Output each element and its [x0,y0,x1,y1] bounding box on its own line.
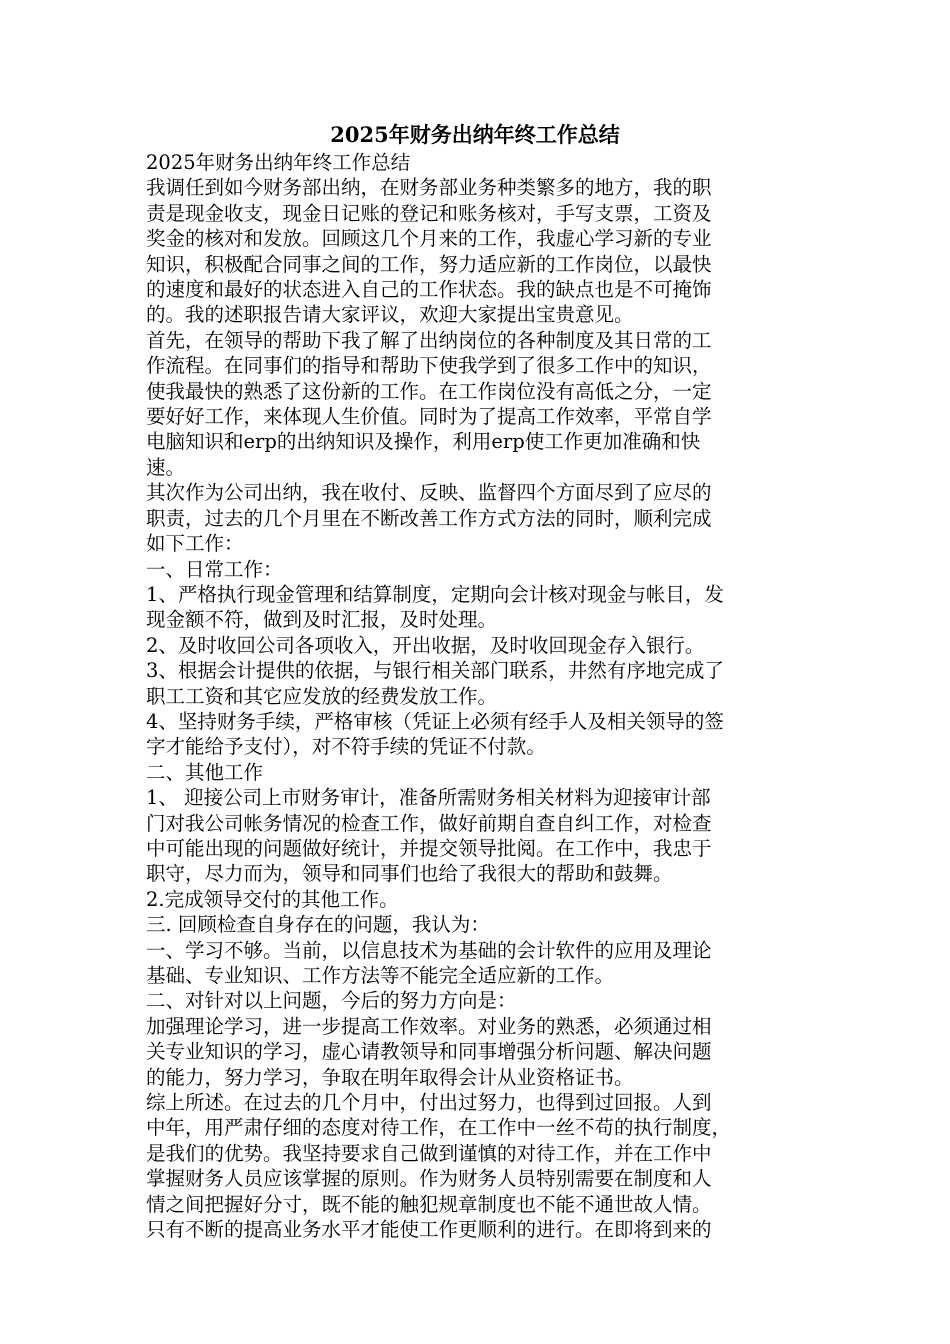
text-line: 中年，用严肃仔细的态度对待工作，在工作中一丝不苟的执行制度， [146,1116,732,1140]
text-line: 其次作为公司出纳，我在收付、反映、监督四个方面尽到了应尽的 [146,481,712,505]
text-line: 掌握财务人员应该掌握的原则。作为财务人员特别需要在制度和人 [146,1167,712,1191]
document-title: 2025年财务出纳年终工作总结 [330,122,620,147]
text-line: 奖金的核对和发放。回顾这几个月来的工作，我虚心学习新的专业 [146,227,712,251]
text-line: 如下工作： [146,532,244,556]
text-line: 二、对针对以上问题，今后的努力方向是： [146,989,517,1013]
text-line: 是我们的优势。我坚持要求自己做到谨慎的对待工作，并在工作中 [146,1141,712,1165]
text-line: 的速度和最好的状态进入自己的工作状态。我的缺点也是不可掩饰 [146,278,712,302]
text-line: 2.完成领导交付的其他工作。 [146,887,399,911]
text-line: 门对我公司帐务情况的检查工作，做好前期自查自纠工作，对检查 [146,811,712,835]
text-line: 速。 [146,455,186,479]
text-line: 责是现金收支，现金日记账的登记和账务核对，手写支票，工资及 [146,201,712,225]
text-line: 要好好工作，来体现人生价值。同时为了提高工作效率，平常自学 [146,405,712,429]
text-line: 职守，尽力而为，领导和同事们也给了我很大的帮助和鼓舞。 [146,862,673,886]
text-line: 只有不断的提高业务水平才能使工作更顺利的进行。在即将到来的 [146,1218,712,1242]
document-body [146,150,808,1242]
text-line: 中可能出现的问题做好统计，并提交领导批阅。在工作中，我忠于 [146,836,712,860]
text-line: 字才能给予支付），对不符手续的凭证不付款。 [146,735,546,759]
text-line: 现金额不符，做到及时汇报，及时处理。 [146,608,498,632]
text-line: 三. 回顾检查自身存在的问题，我认为： [146,913,490,937]
text-line: 使我最快的熟悉了这份新的工作。在工作岗位没有高低之分，一定 [146,379,712,403]
text-line: 职工工资和其它应发放的经费发放工作。 [146,684,498,708]
text-line: 4、坚持财务手续，严格审核（凭证上必须有经手人及相关领导的签 [146,709,724,733]
text-line: 职责，过去的几个月里在不断改善工作方式方法的同时，顺利完成 [146,506,712,530]
text-line: 情之间把握好分寸，既不能的触犯规章制度也不能不通世故人情。 [146,1192,712,1216]
text-line: 1、 迎接公司上市财务审计，准备所需财务相关材料为迎接审计部 [146,786,711,810]
text-line: 首先，在领导的帮助下我了解了出纳岗位的各种制度及其日常的工 [146,328,712,352]
text-line: 知识，积极配合同事之间的工作，努力适应新的工作岗位，以最快 [146,252,712,276]
text-line: 基础、专业知识、工作方法等不能完全适应新的工作。 [146,964,615,987]
text-line: 2、及时收回公司各项收入，开出收据，及时收回现金存入银行。 [146,633,705,657]
text-line: 的能力，努力学习，争取在明年取得会计从业资格证书。 [146,1065,634,1089]
text-line: 我调任到如今财务部出纳，在财务部业务种类繁多的地方，我的职 [146,176,712,200]
text-line: 1、严格执行现金管理和结算制度，定期向会计核对现金与帐目，发 [146,582,724,606]
text-line: 作流程。在同事们的指导和帮助下使我学到了很多工作中的知识， [146,354,712,378]
text-line: 的。我的述职报告请大家评议，欢迎大家提出宝贵意见。 [146,303,634,327]
text-line: 一、学习不够。当前，以信息技术为基础的会计软件的应用及理论 [146,938,712,962]
text-line: 2025年财务出纳年终工作总结 [146,151,411,174]
text-line: 3、根据会计提供的依据，与银行相关部门联系，井然有序地完成了 [146,659,724,683]
text-line: 综上所述。在过去的几个月中，付出过努力，也得到过回报。人到 [146,1091,712,1115]
text-line: 一、日常工作： [146,557,283,581]
text-line: 电脑知识和erp的出纳知识及操作，利用erp使工作更加准确和快 [146,430,701,454]
text-line: 加强理论学习，进一步提高工作效率。对业务的熟悉，必须通过相 [146,1014,712,1038]
text-line: 关专业知识的学习，虚心请教领导和同事增强分析问题、解决问题 [146,1040,712,1064]
text-line: 二、其他工作 [146,760,264,784]
